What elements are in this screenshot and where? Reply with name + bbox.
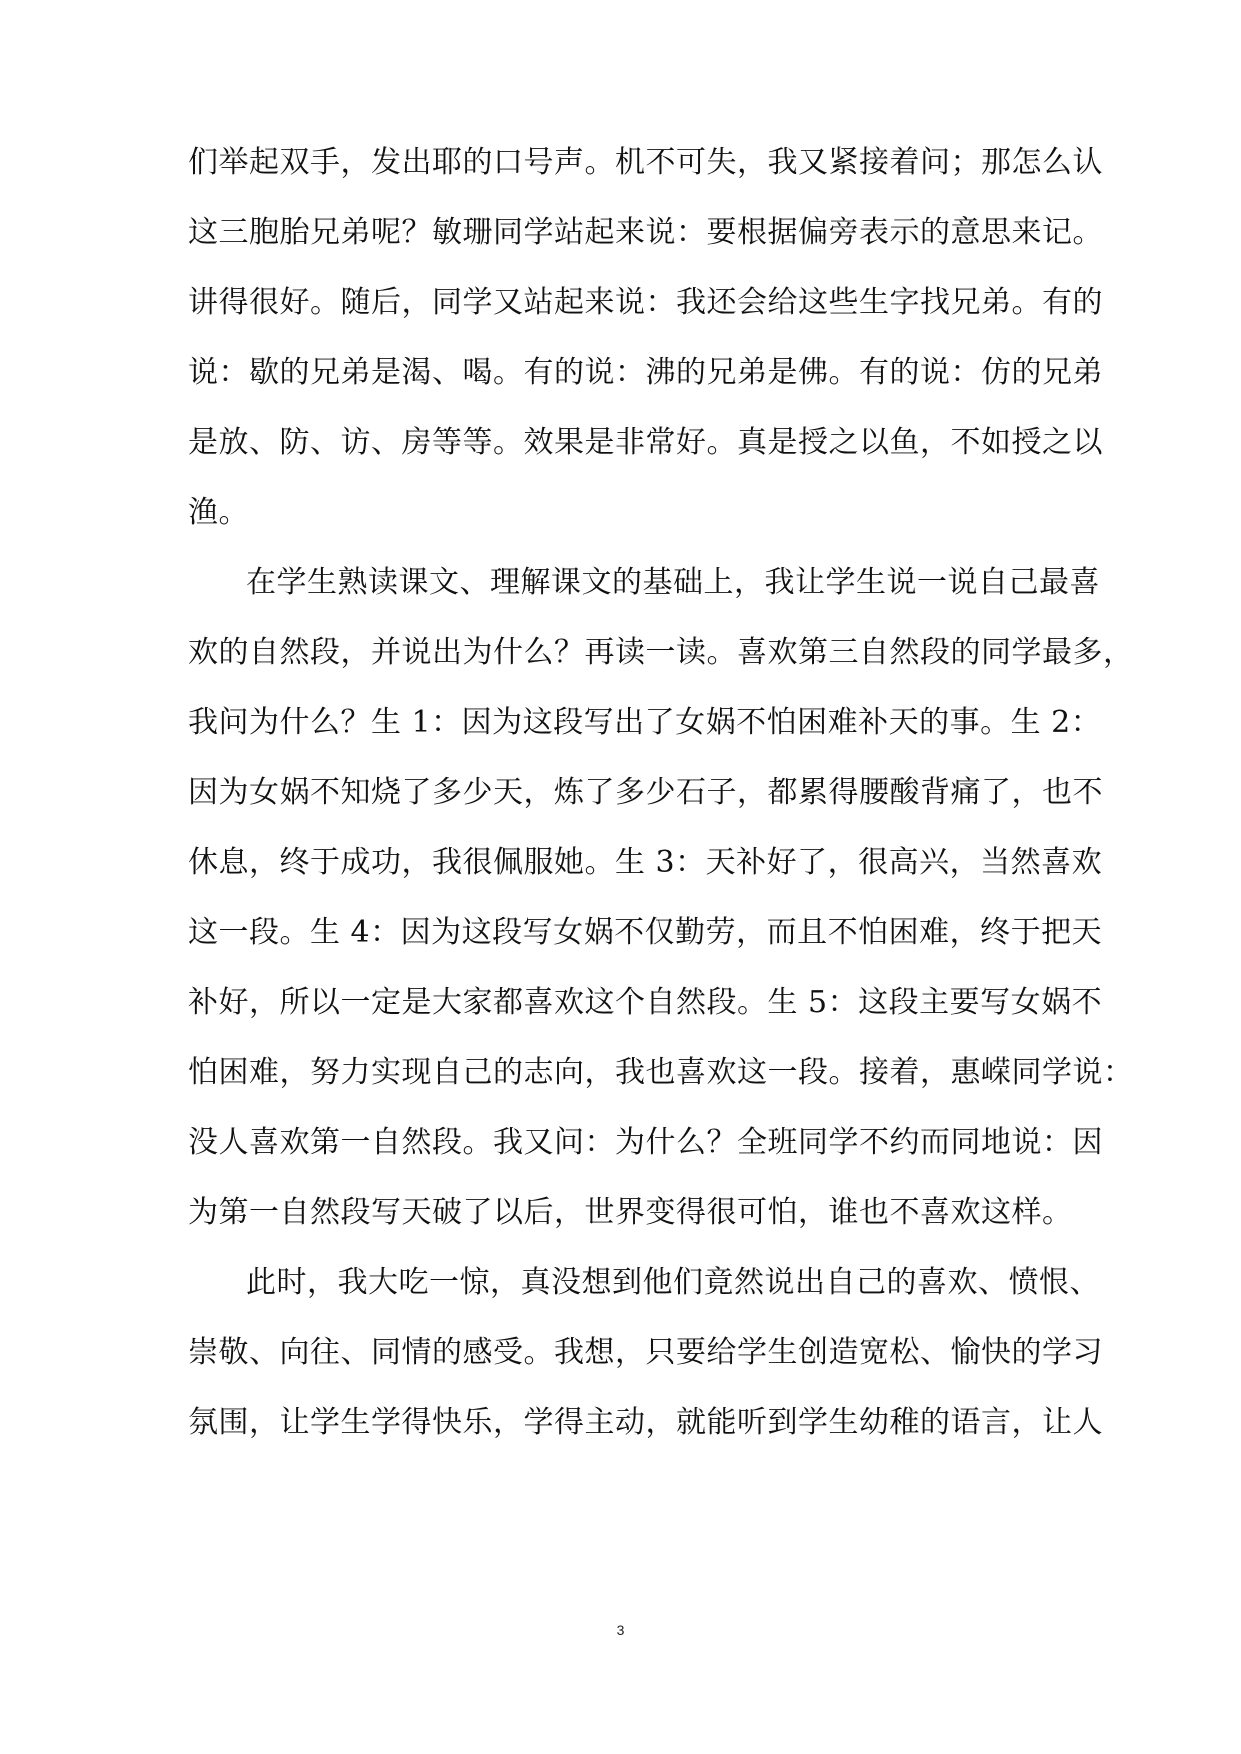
text-line: 因为女娲不知烧了多少天，炼了多少石子，都累得腰酸背痛了，也不 (188, 775, 1103, 810)
text-line: 氛围，让学生学得快乐，学得主动，就能听到学生幼稚的语言，让人 (188, 1405, 1103, 1440)
text-line: 我问为什么？生 1：因为这段写出了女娲不怕困难补天的事。生 2： (188, 705, 1102, 740)
paragraph-start-line: 在学生熟读课文、理解课文的基础上，我让学生说一说自己最喜 (246, 565, 1100, 600)
text-line: 说：歇的兄弟是渴、喝。有的说：沸的兄弟是佛。有的说：仿的兄弟 (188, 355, 1103, 390)
paragraph-start-line: 此时，我大吃一惊，真没想到他们竟然说出自己的喜欢、愤恨、 (246, 1265, 1100, 1300)
text-line: 补好，所以一定是大家都喜欢这个自然段。生 5：这段主要写女娲不 (188, 985, 1103, 1020)
text-line: 这三胞胎兄弟呢？敏珊同学站起来说：要根据偏旁表示的意思来记。 (188, 215, 1103, 250)
text-line: 没人喜欢第一自然段。我又问：为什么？全班同学不约而同地说：因 (188, 1125, 1103, 1160)
text-line: 为第一自然段写天破了以后，世界变得很可怕，谁也不喜欢这样。 (188, 1195, 1073, 1230)
text-line: 渔。 (188, 495, 249, 530)
text-line: 们举起双手，发出耶的口号声。机不可失，我又紧接着问；那怎么认 (188, 145, 1103, 180)
text-line: 这一段。生 4：因为这段写女娲不仅勤劳，而且不怕困难，终于把天 (188, 915, 1103, 950)
text-line: 崇敬、向往、同情的感受。我想，只要给学生创造宽松、愉快的学习 (188, 1335, 1103, 1370)
text-line: 休息，终于成功，我很佩服她。生 3：天补好了，很高兴，当然喜欢 (188, 845, 1103, 880)
text-line: 怕困难，努力实现自己的志向，我也喜欢这一段。接着，惠嵘同学说： (188, 1055, 1134, 1090)
page-number: 3 (616, 1622, 625, 1638)
text-line: 是放、防、访、房等等。效果是非常好。真是授之以鱼，不如授之以 (188, 425, 1103, 460)
text-line: 讲得很好。随后，同学又站起来说：我还会给这些生字找兄弟。有的 (188, 285, 1103, 320)
text-line: 欢的自然段，并说出为什么？再读一读。喜欢第三自然段的同学最多， (188, 635, 1134, 670)
